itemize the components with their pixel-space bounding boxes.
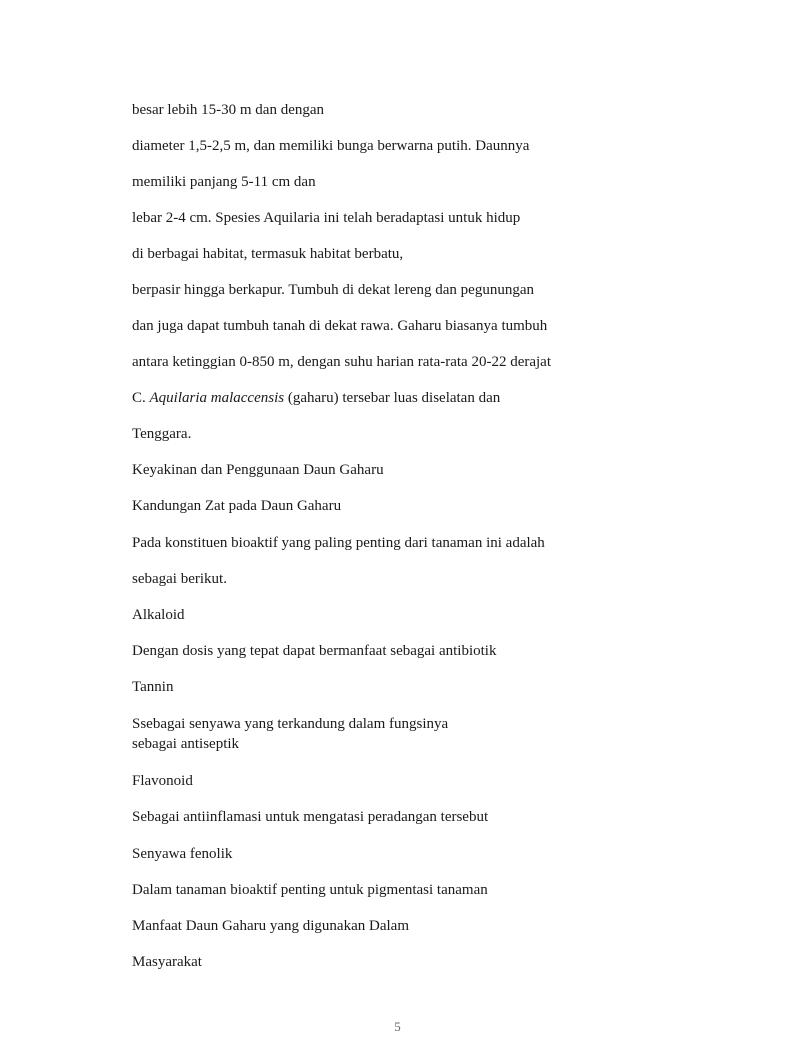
page-number: 5 bbox=[394, 1019, 401, 1034]
compound-title-fenolik: Senyawa fenolik bbox=[132, 846, 233, 862]
compound-desc-alkaloid: Dengan dosis yang tepat dapat bermanfaat sebagai antibiotik bbox=[132, 643, 497, 659]
body-text-line: lebar 2-4 cm. Spesies Aquilaria ini telah beradaptasi untuk hidup bbox=[132, 210, 521, 226]
compound-desc-tannin-line: Ssebagai senyawa yang terkandung dalam fungsinya bbox=[132, 716, 449, 732]
compound-desc-tannin-line: sebagai antiseptik bbox=[132, 736, 240, 752]
intro-text-line: Pada konstituen bioaktif yang paling penting dari tanaman ini adalah bbox=[132, 535, 545, 551]
species-name-italic: Aquilaria malaccensis bbox=[149, 390, 285, 406]
compound-title-alkaloid: Alkaloid bbox=[132, 607, 185, 623]
compound-title-flavonoid: Flavonoid bbox=[132, 773, 193, 789]
body-text-line: antara ketinggian 0-850 m, dengan suhu harian rata-rata 20-22 derajat bbox=[132, 354, 551, 370]
section-heading-manfaat: Manfaat Daun Gaharu yang digunakan Dalam bbox=[132, 918, 409, 934]
body-text-line: Tenggara. bbox=[132, 426, 192, 442]
body-text-line: di berbagai habitat, termasuk habitat berbatu, bbox=[132, 246, 404, 262]
section-heading-keyakinan: Keyakinan dan Penggunaan Daun Gaharu bbox=[132, 462, 384, 478]
compound-desc-fenolik: Dalam tanaman bioaktif penting untuk pigmentasi tanaman bbox=[132, 882, 488, 898]
body-text-line: diameter 1,5-2,5 m, dan memiliki bunga berwarna putih. Daunnya bbox=[132, 138, 530, 154]
section-heading-kandungan: Kandungan Zat pada Daun Gaharu bbox=[132, 498, 342, 514]
compound-title-tannin: Tannin bbox=[132, 679, 174, 695]
species-suffix: (gaharu) tersebar luas diselatan dan bbox=[284, 390, 501, 406]
body-text-line: besar lebih 15-30 m dan dengan bbox=[132, 102, 325, 118]
section-heading-manfaat-cont: Masyarakat bbox=[132, 954, 202, 970]
species-prefix: C. bbox=[132, 390, 150, 406]
body-text-line: memiliki panjang 5-11 cm dan bbox=[132, 174, 316, 190]
body-text-line-species bbox=[132, 389, 500, 407]
intro-text-line: sebagai berikut. bbox=[132, 571, 227, 587]
body-text-line: dan juga dapat tumbuh tanah di dekat rawa. Gaharu biasanya tumbuh bbox=[132, 318, 548, 334]
compound-desc-tannin bbox=[132, 714, 448, 754]
compound-desc-flavonoid: Sebagai antiinflamasi untuk mengatasi peradangan tersebut bbox=[132, 809, 489, 825]
body-text-line: berpasir hingga berkapur. Tumbuh di dekat lereng dan pegunungan bbox=[132, 282, 534, 298]
